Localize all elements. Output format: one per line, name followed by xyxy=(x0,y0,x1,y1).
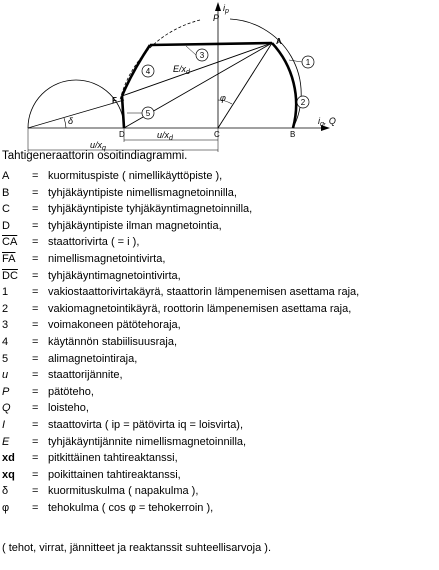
legend-equals: = xyxy=(32,319,39,332)
label-C: C xyxy=(214,130,220,139)
legend-equals: = xyxy=(32,385,39,398)
legend-text: tyhjäkäyntijännite nimellismagnetoinnilla, xyxy=(48,435,247,448)
delta-ray xyxy=(28,100,124,128)
svg-text:5: 5 xyxy=(145,109,151,118)
label-ip: $i_p$ xyxy=(223,3,229,15)
legend-text: kuormituskulma ( napakulma ), xyxy=(48,485,199,498)
delta-arc xyxy=(64,118,66,128)
legend-equals: = xyxy=(32,286,39,299)
svg-text:4: 4 xyxy=(145,67,151,76)
legend-equals: = xyxy=(32,170,39,182)
legend-text: voimakoneen pätötehoraja, xyxy=(48,319,181,332)
curve-1-stator-limit xyxy=(272,43,296,128)
legend-equals: = xyxy=(32,269,39,282)
label-iq-Q: $i_q$, Q xyxy=(318,116,336,128)
legend-symbol: P xyxy=(2,385,10,398)
legend-symbol: $\overline{FA}$ xyxy=(2,253,16,265)
figure-caption: Tahtigeneraattorin osoitindiagrammi. xyxy=(2,150,188,162)
legend-symbol: δ xyxy=(2,485,9,498)
legend-symbol: 3 xyxy=(2,319,9,332)
legend-symbol: E xyxy=(2,435,10,448)
curve-5-underexcitation xyxy=(122,96,124,128)
legend-text: tehokulma ( cos φ = tehokerroin ), xyxy=(48,502,214,514)
legend-text: staattorijännite, xyxy=(48,369,123,382)
legend-symbol: 4 xyxy=(2,336,9,348)
legend-text: tyhjäkäyntipiste nimellismagnetoinnilla, xyxy=(48,186,237,199)
label-delta: δ xyxy=(68,116,74,126)
svg-text:3: 3 xyxy=(199,51,205,60)
legend-text: vakiomagnetointikäyrä, roottorin lämpenemisen asettama raja, xyxy=(48,302,352,315)
legend-symbol: 5 xyxy=(2,352,9,365)
legend-text: staattovirta ( ip = pätövirta iq = loisvirta), xyxy=(48,419,244,431)
legend-text: tyhjäkäyntimagnetointivirta, xyxy=(48,269,181,282)
legend-text: käytännön stabiilisuusraja, xyxy=(48,336,178,348)
curve-number-1 xyxy=(289,56,314,68)
label-D: D xyxy=(119,130,125,139)
legend-symbol: I xyxy=(2,419,6,431)
legend-equals: = xyxy=(32,302,39,315)
footer-note: ( tehot, virrat, jännitteet ja reaktanssit suhteellisarvoja ). xyxy=(2,542,272,554)
legend-text: alimagnetointiraja, xyxy=(48,352,138,365)
legend-text: tyhjäkäyntipiste ilman magnetointia, xyxy=(48,219,222,232)
phasor-diagram xyxy=(0,0,439,152)
legend-equals: = xyxy=(32,435,39,448)
label-B: B xyxy=(290,130,296,139)
ip-axis-arrow xyxy=(215,2,221,11)
curve-number-5 xyxy=(127,107,154,119)
legend-symbol: $\overline{DC}$ xyxy=(2,269,18,282)
legend-text: vakiostaattorivirtakäyrä, staattorin lämpenemisen asettama raja, xyxy=(48,286,360,299)
legend-equals: = xyxy=(32,402,39,415)
label-P: P xyxy=(213,13,220,23)
curve-number-3 xyxy=(186,46,208,61)
svg-text:1: 1 xyxy=(305,58,311,67)
legend-symbol: 2 xyxy=(2,302,9,315)
legend-equals: = xyxy=(32,419,39,431)
legend-equals: = xyxy=(32,203,39,216)
label-u-xq: $u/x_q$ xyxy=(90,140,106,152)
legend-symbol: xq xyxy=(2,468,15,481)
legend-symbol: xd xyxy=(2,452,15,465)
curve-number-4 xyxy=(142,65,154,77)
legend-text: pätöteho, xyxy=(48,385,94,398)
legend-symbol: B xyxy=(2,186,10,199)
legend-text: pitkittäinen tahtireaktanssi, xyxy=(48,452,178,465)
legend-equals: = xyxy=(32,502,39,514)
legend-equals: = xyxy=(32,336,39,348)
legend-symbol: Q xyxy=(2,402,11,415)
label-A: A xyxy=(276,37,282,46)
legend-text: staattorivirta ( = i ), xyxy=(48,236,140,249)
legend-text: nimellismagnetointivirta, xyxy=(48,253,166,265)
stability-helper-arc xyxy=(120,20,200,100)
label-phi: φ xyxy=(220,93,226,103)
legend-symbol: C xyxy=(2,203,10,216)
legend-equals: = xyxy=(32,452,39,465)
curve-number-2 xyxy=(297,96,309,108)
legend-equals: = xyxy=(32,236,39,249)
legend-symbol: D xyxy=(2,219,10,232)
label-F: F xyxy=(112,96,117,105)
legend-symbol: u xyxy=(2,369,9,382)
legend-equals: = xyxy=(32,352,39,365)
legend-equals: = xyxy=(32,369,39,382)
legend-text: tyhjäkäyntipiste tyhjäkäyntimagnetoinnilla, xyxy=(48,203,253,216)
legend-symbol: A xyxy=(2,170,10,182)
legend-text: loisteho, xyxy=(48,402,89,415)
legend-symbol: 1 xyxy=(2,286,9,299)
vector-C-A xyxy=(218,43,272,128)
svg-text:2: 2 xyxy=(300,98,306,107)
curve-3-power-limit xyxy=(150,43,272,45)
legend-equals: = xyxy=(32,485,39,498)
legend-equals: = xyxy=(32,468,39,481)
legend-text: kuormituspiste ( nimellikäyttöpiste ), xyxy=(48,170,223,182)
label-E-xd: $E/x_d$ xyxy=(173,64,190,76)
legend-equals: = xyxy=(32,186,39,199)
legend-symbol: φ xyxy=(2,502,10,514)
legend-equals: = xyxy=(32,219,39,232)
legend-symbol: $\overline{CA}$ xyxy=(2,236,18,249)
label-u-xd: $u/x_d$ xyxy=(157,130,173,142)
legend-equals: = xyxy=(32,253,39,265)
legend-text: poikittainen tahtireaktanssi, xyxy=(48,468,181,481)
